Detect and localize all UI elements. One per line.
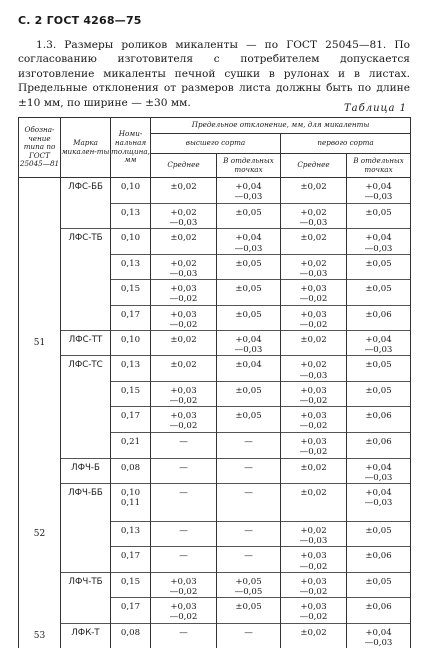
- row-avg-first: [281, 254, 347, 279]
- header-mark: Марка микален-ты: [61, 118, 111, 178]
- cell-text: 0,13: [111, 526, 150, 536]
- row-pts-top: [217, 331, 281, 356]
- cell-text: 0,13: [111, 360, 150, 370]
- row-type: [19, 547, 61, 572]
- cell-text: ±0,02: [151, 233, 216, 243]
- cell-text: +0,03 —0,02: [151, 411, 216, 431]
- row-pts-first: [347, 331, 411, 356]
- cell-text: ±0,02: [151, 182, 216, 192]
- header-tolerance-group: Предельное отклонение, мм, для микаленты: [151, 118, 411, 134]
- cell-text: ±0,06: [347, 602, 410, 612]
- row-avg-first: [281, 572, 347, 597]
- row-avg-first: [281, 229, 347, 254]
- row-thickness: [111, 598, 151, 623]
- cell-text: ЛФС-ТС: [61, 360, 110, 370]
- row-pts-first: [347, 522, 411, 547]
- header-avg-top: Среднее: [151, 154, 217, 178]
- table-row: [19, 178, 411, 204]
- row-avg-top: [151, 178, 217, 204]
- row-avg-top: [151, 305, 217, 330]
- table-row: [19, 254, 411, 279]
- row-pts-first: [347, 458, 411, 483]
- row-mark: [61, 407, 111, 432]
- cell-text: 53: [19, 631, 60, 641]
- cell-text: ±0,05: [347, 360, 410, 370]
- row-thickness: [111, 484, 151, 522]
- cell-text: +0,02 —0,03: [281, 360, 346, 380]
- row-pts-top: [217, 407, 281, 432]
- row-mark: [61, 458, 111, 483]
- row-mark: [61, 623, 111, 648]
- cell-text: 0,17: [111, 310, 150, 320]
- cell-text: ±0,05: [217, 208, 280, 218]
- cell-text: ЛФЧ-ТБ: [61, 577, 110, 587]
- row-type: [19, 229, 61, 254]
- cell-text: ±0,02: [281, 488, 346, 498]
- row-pts-first: [347, 229, 411, 254]
- row-avg-top: [151, 458, 217, 483]
- row-pts-top: [217, 305, 281, 330]
- cell-text: +0,04 —0,03: [347, 488, 410, 508]
- row-thickness: [111, 229, 151, 254]
- table-row: [19, 204, 411, 229]
- row-type: [19, 407, 61, 432]
- row-thickness: [111, 522, 151, 547]
- cell-text: +0,03 —0,02: [281, 437, 346, 457]
- cell-text: ±0,02: [281, 182, 346, 192]
- cell-text: +0,02 —0,03: [281, 526, 346, 546]
- cell-text: +0,03 —0,02: [281, 577, 346, 597]
- cell-text: +0,02 —0,03: [151, 259, 216, 279]
- row-mark: [61, 331, 111, 356]
- cell-text: +0,02 —0,03: [281, 259, 346, 279]
- row-avg-first: [281, 432, 347, 458]
- table-row: [19, 458, 411, 483]
- row-mark: [61, 484, 111, 522]
- row-type: [19, 356, 61, 381]
- row-type: [19, 432, 61, 458]
- cell-text: ±0,05: [217, 259, 280, 269]
- cell-text: ±0,05: [217, 411, 280, 421]
- cell-text: ЛФЧ-Б: [61, 463, 110, 473]
- table-caption: Таблица 1: [344, 103, 407, 114]
- tolerance-table: [18, 117, 411, 648]
- cell-text: 51: [19, 338, 60, 348]
- cell-text: —: [217, 463, 280, 473]
- cell-text: 0,13: [111, 259, 150, 269]
- cell-text: ЛФС-ТТ: [61, 335, 110, 345]
- cell-text: 0,15: [111, 284, 150, 294]
- cell-text: +0,02 —0,03: [281, 208, 346, 228]
- cell-text: —: [151, 488, 216, 498]
- table-row: [19, 598, 411, 623]
- cell-text: +0,03 —0,02: [281, 411, 346, 431]
- row-mark: [61, 229, 111, 254]
- cell-text: +0,04 —0,03: [347, 233, 410, 253]
- row-pts-first: [347, 484, 411, 522]
- row-pts-first: [347, 623, 411, 648]
- row-type: [19, 204, 61, 229]
- row-mark: [61, 280, 111, 305]
- row-avg-top: [151, 547, 217, 572]
- row-pts-first: [347, 381, 411, 406]
- header-grade-top: высшего сорта: [151, 134, 281, 154]
- cell-text: +0,05 —0,05: [217, 577, 280, 597]
- cell-text: —: [151, 463, 216, 473]
- row-thickness: [111, 572, 151, 597]
- row-type: [19, 305, 61, 330]
- cell-text: +0,03 —0,02: [151, 602, 216, 622]
- row-type: [19, 572, 61, 597]
- row-avg-first: [281, 407, 347, 432]
- table-row: [19, 280, 411, 305]
- row-avg-top: [151, 381, 217, 406]
- table-row: [19, 484, 411, 522]
- cell-text: ±0,06: [347, 437, 410, 447]
- row-thickness: [111, 254, 151, 279]
- row-mark: [61, 598, 111, 623]
- row-avg-first: [281, 522, 347, 547]
- row-avg-top: [151, 204, 217, 229]
- header-grade-first: первого сорта: [281, 134, 411, 154]
- row-avg-first: [281, 305, 347, 330]
- cell-text: +0,04 —0,03: [347, 335, 410, 355]
- table-body: [19, 178, 411, 648]
- row-pts-first: [347, 204, 411, 229]
- cell-text: ±0,05: [217, 386, 280, 396]
- cell-text: +0,03 —0,02: [281, 284, 346, 304]
- row-pts-top: [217, 623, 281, 648]
- cell-text: 0,13: [111, 208, 150, 218]
- cell-text: ±0,02: [281, 463, 346, 473]
- cell-text: ±0,02: [151, 360, 216, 370]
- row-pts-first: [347, 598, 411, 623]
- row-mark: [61, 254, 111, 279]
- header-thickness: Номи-нальная толщина, мм: [111, 118, 151, 178]
- row-pts-top: [217, 458, 281, 483]
- row-avg-first: [281, 356, 347, 381]
- row-type: [19, 178, 61, 204]
- row-avg-top: [151, 522, 217, 547]
- row-type: [19, 331, 61, 356]
- cell-text: +0,03 —0,02: [281, 602, 346, 622]
- row-mark: [61, 356, 111, 381]
- row-avg-top: [151, 432, 217, 458]
- row-type: [19, 623, 61, 648]
- row-mark: [61, 305, 111, 330]
- cell-text: ±0,05: [347, 386, 410, 396]
- cell-text: 0,10: [111, 335, 150, 345]
- cell-text: 0,17: [111, 411, 150, 421]
- row-pts-top: [217, 432, 281, 458]
- row-pts-first: [347, 178, 411, 204]
- row-thickness: [111, 204, 151, 229]
- cell-text: 0,10 0,11: [111, 488, 150, 508]
- cell-text: —: [151, 628, 216, 638]
- row-type: [19, 522, 61, 547]
- cell-text: ±0,04: [217, 360, 280, 370]
- page-header: С. 2 ГОСТ 4268—75: [18, 14, 142, 27]
- row-avg-top: [151, 598, 217, 623]
- row-type: [19, 458, 61, 483]
- table-row: [19, 381, 411, 406]
- row-pts-first: [347, 432, 411, 458]
- cell-text: ±0,05: [217, 310, 280, 320]
- row-avg-first: [281, 547, 347, 572]
- row-mark: [61, 381, 111, 406]
- cell-text: ±0,05: [347, 526, 410, 536]
- header-pts-first: В отдельных точках: [347, 154, 411, 178]
- row-avg-first: [281, 204, 347, 229]
- cell-text: ±0,05: [347, 284, 410, 294]
- row-thickness: [111, 623, 151, 648]
- cell-text: —: [217, 526, 280, 536]
- cell-text: 0,10: [111, 233, 150, 243]
- row-avg-first: [281, 598, 347, 623]
- table-row: [19, 407, 411, 432]
- cell-text: 0,17: [111, 602, 150, 612]
- table-row: [19, 547, 411, 572]
- row-avg-top: [151, 331, 217, 356]
- row-pts-top: [217, 547, 281, 572]
- row-pts-first: [347, 305, 411, 330]
- cell-text: ±0,05: [217, 602, 280, 612]
- row-thickness: [111, 381, 151, 406]
- cell-text: +0,04 —0,03: [347, 463, 410, 483]
- row-thickness: [111, 547, 151, 572]
- row-pts-top: [217, 204, 281, 229]
- cell-text: ±0,06: [347, 551, 410, 561]
- paragraph-1-3: 1.3. Размеры роликов микаленты — по ГОСТ 25045—81. По согласованию изготовителя с потребителем допускается изготовление микаленты печной сушки в рулонах и в листах. Предельные отклонения от размеров листа должны быть по длине ±10 мм, по ширине — ±30 мм.: [18, 38, 410, 110]
- row-pts-first: [347, 254, 411, 279]
- cell-text: ±0,05: [347, 577, 410, 587]
- cell-text: +0,03 —0,02: [281, 551, 346, 571]
- row-pts-first: [347, 572, 411, 597]
- row-avg-first: [281, 178, 347, 204]
- row-mark: [61, 572, 111, 597]
- row-avg-first: [281, 458, 347, 483]
- row-avg-top: [151, 254, 217, 279]
- row-pts-first: [347, 547, 411, 572]
- row-pts-top: [217, 572, 281, 597]
- row-type: [19, 381, 61, 406]
- table-row: [19, 432, 411, 458]
- row-type: [19, 254, 61, 279]
- row-avg-top: [151, 484, 217, 522]
- row-avg-top: [151, 407, 217, 432]
- table-row: [19, 572, 411, 597]
- row-thickness: [111, 432, 151, 458]
- row-thickness: [111, 280, 151, 305]
- cell-text: 0,08: [111, 463, 150, 473]
- cell-text: 0,15: [111, 386, 150, 396]
- row-thickness: [111, 458, 151, 483]
- row-thickness: [111, 178, 151, 204]
- cell-text: +0,03 —0,02: [151, 284, 216, 304]
- cell-text: ±0,02: [151, 335, 216, 345]
- header-pts-top: В отдельных точках: [217, 154, 281, 178]
- cell-text: ±0,06: [347, 310, 410, 320]
- cell-text: ЛФС-ББ: [61, 182, 110, 192]
- cell-text: —: [217, 551, 280, 561]
- table-row: [19, 331, 411, 356]
- row-pts-top: [217, 381, 281, 406]
- table-row: [19, 229, 411, 254]
- header-type: Обозна-чение типа по ГОСТ 25045—81: [19, 118, 61, 178]
- cell-text: 52: [19, 529, 60, 539]
- cell-text: +0,04 —0,03: [347, 628, 410, 648]
- table-row: [19, 522, 411, 547]
- cell-text: —: [217, 437, 280, 447]
- cell-text: +0,03 —0,02: [281, 310, 346, 330]
- cell-text: +0,03 —0,02: [151, 386, 216, 406]
- row-thickness: [111, 407, 151, 432]
- cell-text: ±0,06: [347, 411, 410, 421]
- row-pts-first: [347, 280, 411, 305]
- row-type: [19, 598, 61, 623]
- table-row: [19, 356, 411, 381]
- cell-text: ±0,02: [281, 335, 346, 345]
- row-pts-first: [347, 356, 411, 381]
- row-mark: [61, 178, 111, 204]
- row-type: [19, 484, 61, 522]
- cell-text: —: [151, 551, 216, 561]
- row-avg-top: [151, 280, 217, 305]
- cell-text: 0,17: [111, 551, 150, 561]
- cell-text: 0,21: [111, 437, 150, 447]
- cell-text: +0,04 —0,03: [217, 335, 280, 355]
- row-avg-first: [281, 280, 347, 305]
- row-type: [19, 280, 61, 305]
- row-thickness: [111, 331, 151, 356]
- cell-text: 0,15: [111, 577, 150, 587]
- row-avg-top: [151, 229, 217, 254]
- table-row: [19, 305, 411, 330]
- row-pts-first: [347, 407, 411, 432]
- cell-text: ±0,02: [281, 628, 346, 638]
- row-avg-top: [151, 623, 217, 648]
- cell-text: +0,04 —0,03: [217, 182, 280, 202]
- row-mark: [61, 547, 111, 572]
- cell-text: +0,03 —0,02: [151, 577, 216, 597]
- row-avg-first: [281, 381, 347, 406]
- table-row: [19, 623, 411, 648]
- cell-text: ЛФС-ТБ: [61, 233, 110, 243]
- header-avg-first: Среднее: [281, 154, 347, 178]
- cell-text: +0,02 —0,03: [151, 208, 216, 228]
- row-mark: [61, 432, 111, 458]
- cell-text: ±0,05: [347, 259, 410, 269]
- cell-text: 0,08: [111, 628, 150, 638]
- cell-text: ±0,02: [281, 233, 346, 243]
- cell-text: +0,03 —0,02: [151, 310, 216, 330]
- row-avg-top: [151, 572, 217, 597]
- cell-text: +0,04 —0,03: [217, 233, 280, 253]
- cell-text: —: [217, 488, 280, 498]
- cell-text: ЛФК-Т: [61, 628, 110, 638]
- row-pts-top: [217, 229, 281, 254]
- row-avg-first: [281, 331, 347, 356]
- row-pts-top: [217, 356, 281, 381]
- row-pts-top: [217, 598, 281, 623]
- cell-text: +0,03 —0,02: [281, 386, 346, 406]
- row-thickness: [111, 305, 151, 330]
- row-pts-top: [217, 522, 281, 547]
- row-pts-top: [217, 178, 281, 204]
- row-avg-first: [281, 623, 347, 648]
- row-avg-first: [281, 484, 347, 522]
- cell-text: ±0,05: [347, 208, 410, 218]
- cell-text: 0,10: [111, 182, 150, 192]
- cell-text: —: [151, 437, 216, 447]
- cell-text: +0,04 —0,03: [347, 182, 410, 202]
- row-mark: [61, 204, 111, 229]
- cell-text: ЛФЧ-ББ: [61, 488, 110, 498]
- row-pts-top: [217, 254, 281, 279]
- row-pts-top: [217, 280, 281, 305]
- cell-text: —: [151, 526, 216, 536]
- row-pts-top: [217, 484, 281, 522]
- row-thickness: [111, 356, 151, 381]
- cell-text: —: [217, 628, 280, 638]
- row-mark: [61, 522, 111, 547]
- cell-text: ±0,05: [217, 284, 280, 294]
- row-avg-top: [151, 356, 217, 381]
